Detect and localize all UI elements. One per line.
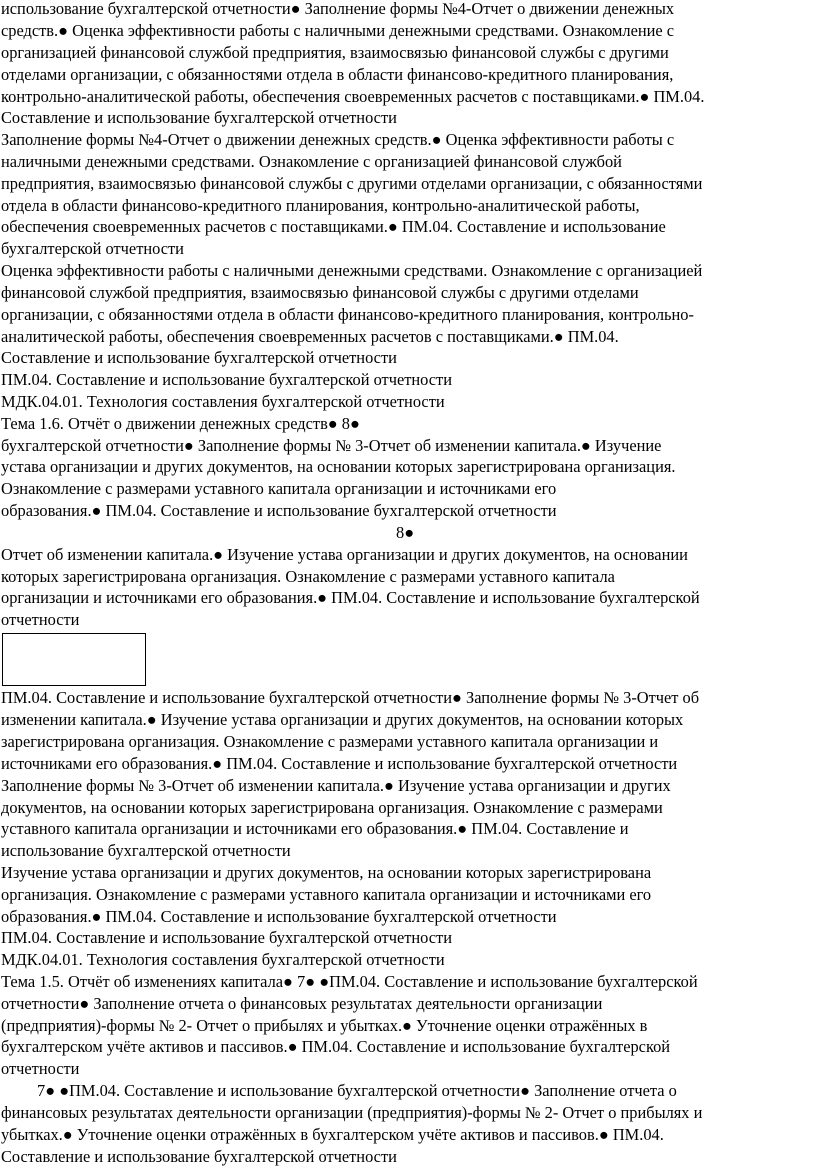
text-line: финансовой службой предприятия, взаимосвязью финансовой службы с другими отделами bbox=[1, 283, 639, 302]
text-line: Ознакомление с размерами уставного капитала организации и источниками его bbox=[1, 479, 557, 498]
text-line: образования.● ПМ.04. Составление и использование бухгалтерской отчетности bbox=[1, 501, 557, 520]
text-line: образования.● ПМ.04. Составление и использование бухгалтерской отчетности bbox=[1, 907, 557, 926]
text-line: Составление и использование бухгалтерской отчетности bbox=[1, 1147, 397, 1166]
text-line: Составление и использование бухгалтерской отчетности bbox=[1, 108, 397, 127]
text-line: изменении капитала.● Изучение устава организации и других документов, на основании которых bbox=[1, 710, 684, 729]
text-line: ПМ.04. Составление и использование бухгалтерской отчетности bbox=[1, 370, 452, 389]
text-line: зарегистрирована организация. Ознакомление с размерами уставного капитала организации и bbox=[1, 732, 659, 751]
text-line: Заполнение формы № 3-Отчет об изменении капитала.● Изучение устава организации и других bbox=[1, 776, 671, 795]
text-line: наличными денежными средствами. Ознакомление с организацией финансовой службой bbox=[1, 152, 622, 171]
text-line: отдела в области финансово-кредитного планирования, контрольно-аналитической работы, bbox=[1, 196, 640, 215]
text-line: обеспечения своевременных расчетов с поставщиками.● ПМ.04. Составление и использование bbox=[1, 217, 666, 236]
text-line: отчетности● Заполнение отчета о финансовых результатах деятельности организации bbox=[1, 994, 603, 1013]
text-line: Оценка эффективности работы с наличными денежными средствами. Ознакомление с организацией bbox=[1, 261, 703, 280]
text-line: финансовых результатах деятельности организации (предприятия)-формы № 2- Отчет о прибылях и bbox=[1, 1103, 703, 1122]
text-line: уставного капитала организации и источниками его образования.● ПМ.04. Составление и bbox=[1, 819, 629, 838]
text-line: которых зарегистрирована организация. Ознакомление с размерами уставного капитала bbox=[1, 567, 615, 586]
text-line: (предприятия)-формы № 2- Отчет о прибылях и убытках.● Уточнение оценки отражённых в bbox=[1, 1016, 648, 1035]
text-line: МДК.04.01. Технология составления бухгалтерской отчетности bbox=[1, 950, 445, 969]
text-line: бухгалтерском учёте активов и пассивов.● ПМ.04. Составление и использование бухгалтерской bbox=[1, 1037, 671, 1056]
text-line: документов, на основании которых зарегистрирована организация. Ознакомление с размерами bbox=[1, 798, 663, 817]
text-line: Заполнение формы №4-Отчет о движении денежных средств.● Оценка эффективности работы с bbox=[1, 130, 675, 149]
text-line: устава организации и других документов, на основании которых зарегистрирована организация. bbox=[1, 457, 676, 476]
text-line: ПМ.04. Составление и использование бухгалтерской отчетности bbox=[1, 928, 452, 947]
text-line: ПМ.04. Составление и использование бухгалтерской отчетности● Заполнение формы № 3-Отчет об bbox=[1, 688, 700, 707]
text-line: аналитической работы, обеспечения своевременных расчетов с поставщиками.● ПМ.04. bbox=[1, 327, 619, 346]
text-line: организация. Ознакомление с размерами уставного капитала организации и источниками его bbox=[1, 885, 652, 904]
text-line: контрольно-аналитической работы, обеспечения своевременных расчетов с поставщиками.● ПМ.04. bbox=[1, 87, 705, 106]
text-line: убытках.● Уточнение оценки отражённых в бухгалтерском учёте активов и пассивов.● ПМ.04. bbox=[1, 1125, 664, 1144]
text-line: отчетности bbox=[1, 610, 80, 629]
text-line: Отчет об изменении капитала.● Изучение устава организации и других документов, на основании bbox=[1, 545, 688, 564]
text-line: отделами организации, с обязанностями отдела в области финансово-кредитного планирования, bbox=[1, 65, 674, 84]
text-line: 8● bbox=[396, 523, 415, 542]
text-line: Тема 1.6. Отчёт о движении денежных средств● 8● bbox=[1, 414, 360, 433]
text-line: 7● ●ПМ.04. Составление и использование бухгалтерской отчетности● Заполнение отчета о bbox=[37, 1081, 677, 1100]
text-line: отчетности bbox=[1, 1059, 80, 1078]
text-line: организацией финансовой службой предприятия, взаимосвязью финансовой службы с другими bbox=[1, 43, 669, 62]
text-line: бухгалтерской отчетности● Заполнение формы № 3-Отчет об изменении капитала.● Изучение bbox=[1, 436, 662, 455]
text-line: организации и источниками его образования.● ПМ.04. Составление и использование бухгалтерской bbox=[1, 588, 700, 607]
text-line: Изучение устава организации и других документов, на основании которых зарегистрирована bbox=[1, 863, 652, 882]
text-line: организации, с обязанностями отдела в области финансово-кредитного планирования, контрольно- bbox=[1, 305, 694, 324]
text-line: источниками его образования.● ПМ.04. Составление и использование бухгалтерской отчетности bbox=[1, 754, 678, 773]
empty-frame bbox=[2, 633, 146, 686]
text-line: использование бухгалтерской отчетности● Заполнение формы №4-Отчет о движении денежных bbox=[1, 0, 675, 18]
text-line: средств.● Оценка эффективности работы с наличными денежными средствами. Ознакомление с bbox=[1, 21, 675, 40]
text-line: Составление и использование бухгалтерской отчетности bbox=[1, 348, 397, 367]
text-line: использование бухгалтерской отчетности bbox=[1, 841, 291, 860]
text-line: МДК.04.01. Технология составления бухгалтерской отчетности bbox=[1, 392, 445, 411]
text-line: Тема 1.5. Отчёт об изменениях капитала● 7● ●ПМ.04. Составление и использование бухгалтерской bbox=[1, 972, 698, 991]
text-line: предприятия, взаимосвязью финансовой службы с другими отделами организации, с обязанностями bbox=[1, 174, 703, 193]
text-line: бухгалтерской отчетности bbox=[1, 239, 184, 258]
